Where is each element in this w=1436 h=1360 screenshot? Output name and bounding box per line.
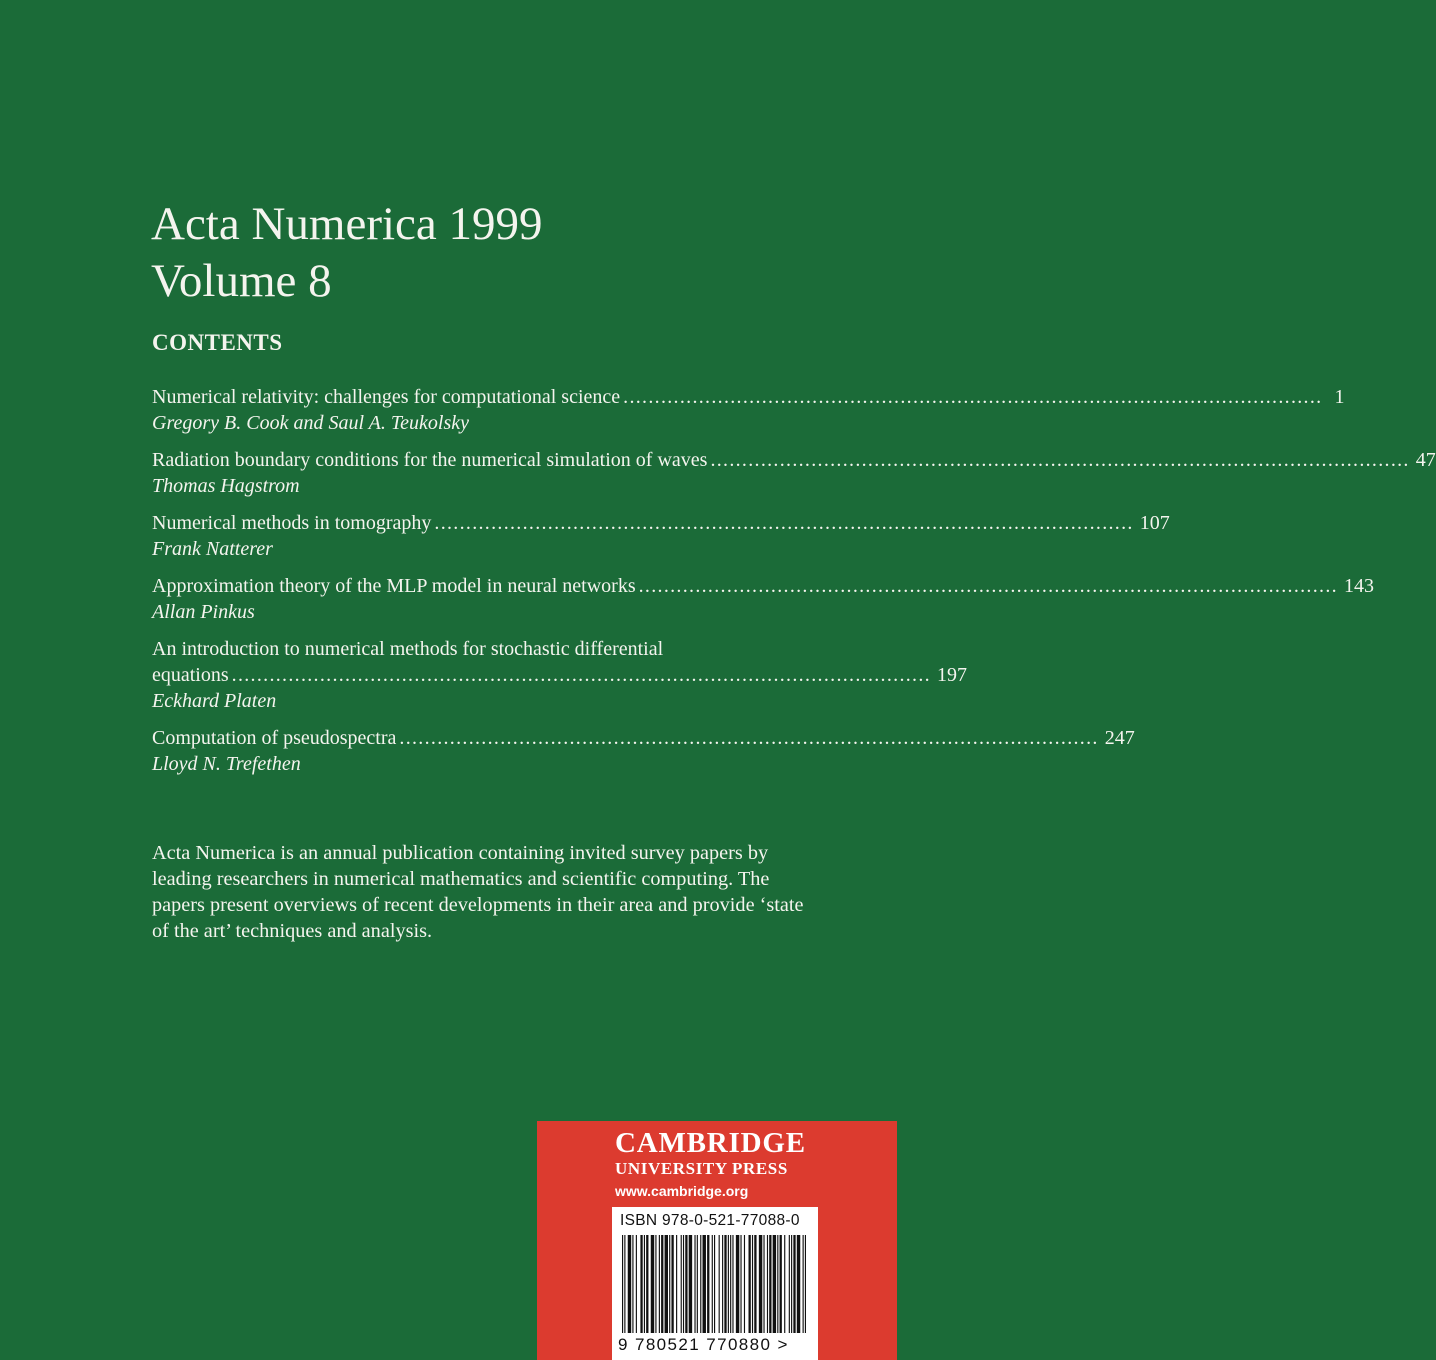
barcode-bar	[769, 1235, 771, 1333]
toc-entry-title: Numerical relativity: challenges for computational science	[152, 386, 621, 408]
toc-entry	[152, 447, 1436, 510]
barcode-bar	[636, 1235, 637, 1333]
toc-entry	[152, 725, 1135, 788]
toc-entry	[152, 573, 1374, 636]
barcode-bar	[624, 1235, 625, 1333]
barcode-bar	[644, 1235, 645, 1333]
barcode-bar	[767, 1235, 768, 1333]
dot-leader: ...............................................................................................................	[231, 664, 931, 686]
toc-entry	[152, 636, 967, 725]
barcode-box	[612, 1207, 818, 1360]
toc-entry	[152, 384, 1345, 447]
barcode-bar	[749, 1235, 751, 1333]
dot-leader: ...............................................................................................................	[399, 727, 1099, 749]
barcode-bar	[763, 1235, 764, 1333]
toc-entry-page: 47	[1415, 449, 1436, 471]
barcode-bar	[694, 1235, 695, 1333]
toc-entry-author: Lloyd N. Trefethen	[152, 753, 301, 775]
barcode-bar	[791, 1235, 792, 1333]
barcode-bar	[793, 1235, 795, 1333]
barcode-bar	[777, 1235, 778, 1333]
barcode-bar	[754, 1235, 756, 1333]
barcode-bar	[803, 1235, 804, 1333]
barcode-bar	[651, 1235, 654, 1333]
barcode-bar	[714, 1235, 715, 1333]
toc-entry-title: Numerical methods in tomography	[152, 512, 432, 534]
dot-leader: ...............................................................................................................	[623, 386, 1323, 408]
toc-entry-title-line1: An introduction to numerical methods for stochastic differential	[152, 638, 664, 660]
barcode-bar	[724, 1235, 726, 1333]
barcode-bar	[805, 1235, 806, 1333]
barcode-bar	[744, 1235, 745, 1333]
contents-heading: CONTENTS	[152, 330, 283, 355]
barcode-bar	[707, 1235, 709, 1333]
publisher-url: www.cambridge.org	[615, 1183, 749, 1199]
toc-entry-author: Allan Pinkus	[152, 601, 255, 623]
barcode-bar	[632, 1235, 633, 1333]
barcode-bars	[622, 1235, 808, 1333]
barcode-bar	[676, 1235, 677, 1333]
book-title	[151, 196, 543, 310]
barcode-bar	[685, 1235, 687, 1333]
barcode-bar	[689, 1235, 692, 1333]
toc-entry-page: 197	[936, 664, 967, 686]
toc-entry-title: Radiation boundary conditions for the numerical simulation of waves	[152, 449, 708, 471]
barcode-bar	[628, 1235, 631, 1333]
table-of-contents	[152, 384, 1436, 788]
toc-entry-page: 247	[1104, 727, 1135, 749]
toc-entry-title-line2: equations	[152, 664, 229, 686]
toc-entry-page: 107	[1139, 512, 1170, 534]
dot-leader: ...............................................................................................................	[710, 449, 1410, 471]
publisher-block	[537, 1121, 897, 1360]
dot-leader: ...............................................................................................................	[638, 575, 1338, 597]
barcode-bar	[683, 1235, 684, 1333]
barcode-bar	[784, 1235, 785, 1333]
barcode-bar	[773, 1235, 776, 1333]
barcode-bar	[671, 1235, 673, 1333]
toc-entry-title: Approximation theory of the MLP model in neural networks	[152, 575, 636, 597]
barcode-bar	[789, 1235, 790, 1333]
barcode-bar	[712, 1235, 713, 1333]
barcode-bar	[728, 1235, 729, 1333]
publisher-subtitle: UNIVERSITY PRESS	[615, 1159, 788, 1178]
barcode-bar	[780, 1235, 782, 1333]
isbn-label: ISBN 978-0-521-77088-0	[620, 1212, 800, 1229]
barcode-bar	[759, 1235, 762, 1333]
barcode-bar	[669, 1235, 670, 1333]
toc-entry-author: Eckhard Platen	[152, 690, 277, 712]
series-description: Acta Numerica is an annual publication containing invited survey papers by leading researchers in numerical mathematics and scientific computing. The papers present overviews of recent developments in their area and provide ‘state of the art’ techniques and analysis.	[152, 842, 804, 942]
barcode-bar	[752, 1235, 753, 1333]
toc-entry-page: 143	[1343, 575, 1374, 597]
barcode-bar	[659, 1235, 660, 1333]
toc-entry	[152, 510, 1170, 573]
toc-entry-page: 1	[1334, 386, 1345, 408]
barcode-bar	[736, 1235, 739, 1333]
toc-entry-author: Gregory B. Cook and Saul A. Teukolsky	[152, 412, 470, 434]
barcode-bar	[646, 1235, 648, 1333]
toc-entry-author: Frank Natterer	[152, 538, 273, 560]
barcode-bar	[700, 1235, 701, 1333]
barcode-bar	[722, 1235, 723, 1333]
barcode-bar	[661, 1235, 663, 1333]
barcode-bar	[655, 1235, 656, 1333]
dot-leader: ...............................................................................................................	[434, 512, 1134, 534]
barcode-bar	[697, 1235, 698, 1333]
barcode-bar	[797, 1235, 800, 1333]
book-title-line1: Acta Numerica 1999	[151, 198, 543, 250]
barcode-bar	[681, 1235, 682, 1333]
barcode-bar	[665, 1235, 668, 1333]
barcode-bar	[622, 1235, 623, 1333]
book-title-line2: Volume 8	[151, 255, 332, 307]
barcode-bar	[730, 1235, 731, 1333]
barcode-bar	[732, 1235, 733, 1333]
barcode-bar	[640, 1235, 642, 1333]
publisher-name: CAMBRIDGE	[615, 1127, 806, 1159]
toc-entry-author: Thomas Hagstrom	[152, 475, 300, 497]
barcode-digits: 9 780521 770880 >	[618, 1335, 789, 1354]
barcode-bar	[719, 1235, 720, 1333]
barcode-bar	[740, 1235, 741, 1333]
barcode-bar	[703, 1235, 706, 1333]
toc-entry-title: Computation of pseudospectra	[152, 727, 397, 749]
